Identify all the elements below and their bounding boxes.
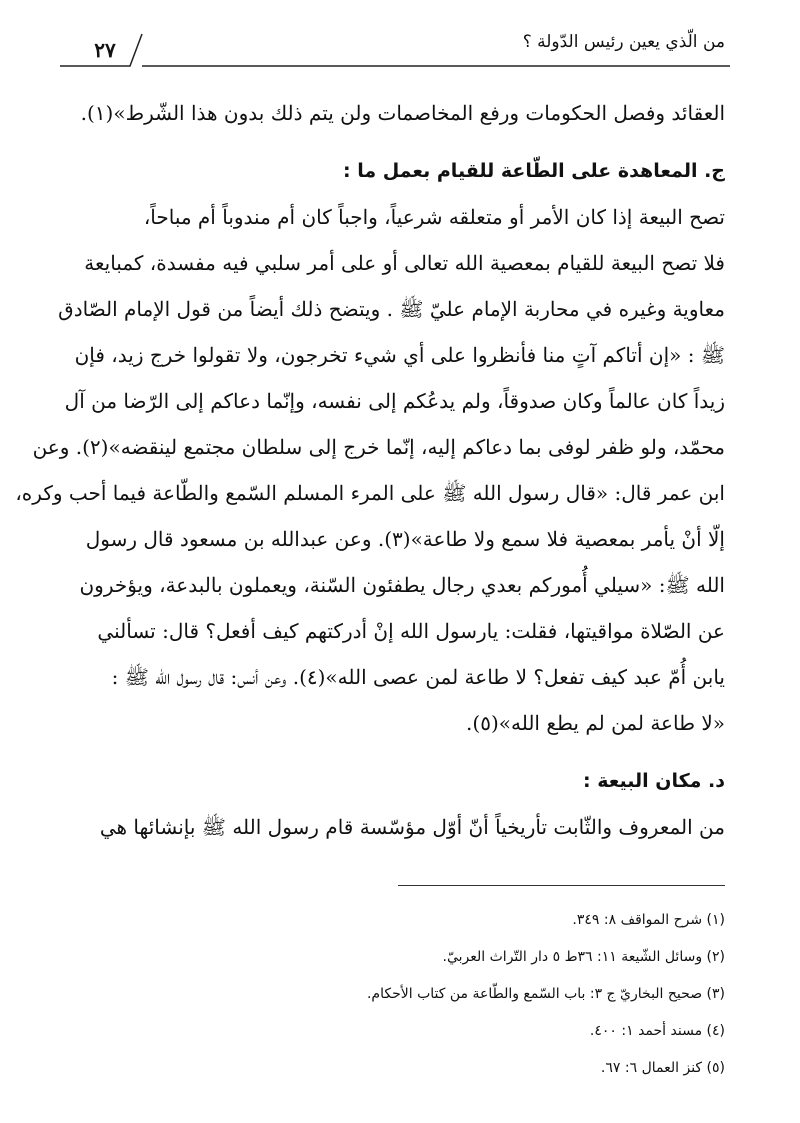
body-line: عن الصّلاة مواقيتها، فقلت: يارسول الله إنْ أدركتهم كيف أفعل؟ قال: تسألني [97,619,725,643]
body-line: الله ﷺ: «سيلي أُموركم بعدي رجال يطفئون السّنة، ويعملون بالبدعة، ويؤخرون [79,573,725,597]
body-line: ابن عمر قال: «قال رسول الله ﷺ على المرء المسلم السّمع والطّاعة فيما أحب وكره، [15,481,725,505]
section-heading-c: ج. المعاهدة على الطّاعة للقيام بعمل ما : [342,160,725,182]
footnote-3: (٣) صحيح البخاريّ ج ٣: باب السّمع والطّاعة من كتاب الأحكام. [366,986,725,1002]
body-line: العقائد وفصل الحكومات ورفع المخاصمات ولن يتم ذلك بدون هذا الشّرط»(١). [80,101,725,125]
footnote-5: (٥) كنز العمال ٦: ٦٧. [600,1060,725,1076]
body-text [15,90,725,850]
footnote-separator [398,885,725,886]
section-heading-d: د. مكان البيعة : [583,770,725,792]
body-line: فلا تصح البيعة للقيام بمعصية الله تعالى أو على أمر سلبي فيه مفسدة، كمبايعة [84,251,725,275]
running-header-title: من الّذي يعين رئيس الدّولة ؟ [522,32,725,52]
page-number: ٢٧ [94,38,116,62]
footnote-4: (٤) مسند أحمد ١: ٤٠٠. [589,1023,725,1039]
footnote-1: (١) شرح المواقف ٨: ٣٤٩. [572,912,725,928]
header-rule [60,30,740,70]
footnote-2: (٢) وسائل الشّيعة ١١: ٣٦ط ٥ دار التّراث العربيّ. [442,949,725,965]
footnotes [75,902,725,1087]
body-line: تصح البيعة إذا كان الأمر أو متعلقه شرعياً، واجباً كان أم مندوباً أم مباحاً، [143,205,725,229]
body-line: إلّا أنْ يأمر بمعصية فلا سمع ولا طاعة»(٣). وعن عبدالله بن مسعود قال رسول [85,527,725,551]
body-line: محمّد، ولو ظفر لوفى بما دعاكم إليه، إنّما خرج إلى سلطان مجتمع لينقضه»(٢). وعن [32,435,725,459]
body-line: من المعروف والثّابت تأريخياً أنّ أوّل مؤسّسة قام رسول الله ﷺ بإنشائها هي [99,815,725,839]
body-line: ﷺ : «إن أتاكم آتٍ منا فأنظروا على أي شيء تخرجون، ولا تقولوا خرج زيد، فإن [74,343,725,367]
body-line: «لا طاعة لمن لم يطع الله»(٥). [466,711,725,735]
body-line: معاوية وغيره في محاربة الإمام عليّ ﷺ . ويتضح ذلك أيضاً من قول الإمام الصّادق [58,297,725,321]
body-line: يابن أُمّ عبد كيف تفعل؟ لا طاعة لمن عصى الله»(٤). وعن أنس: قال رسول الله ﷺ : [111,665,725,689]
body-line: زيداً كان عالماً وكان صدوقاً، ولم يدعُكم إلى نفسه، وإنّما دعاكم إلى الرّضا من آل [64,389,725,413]
